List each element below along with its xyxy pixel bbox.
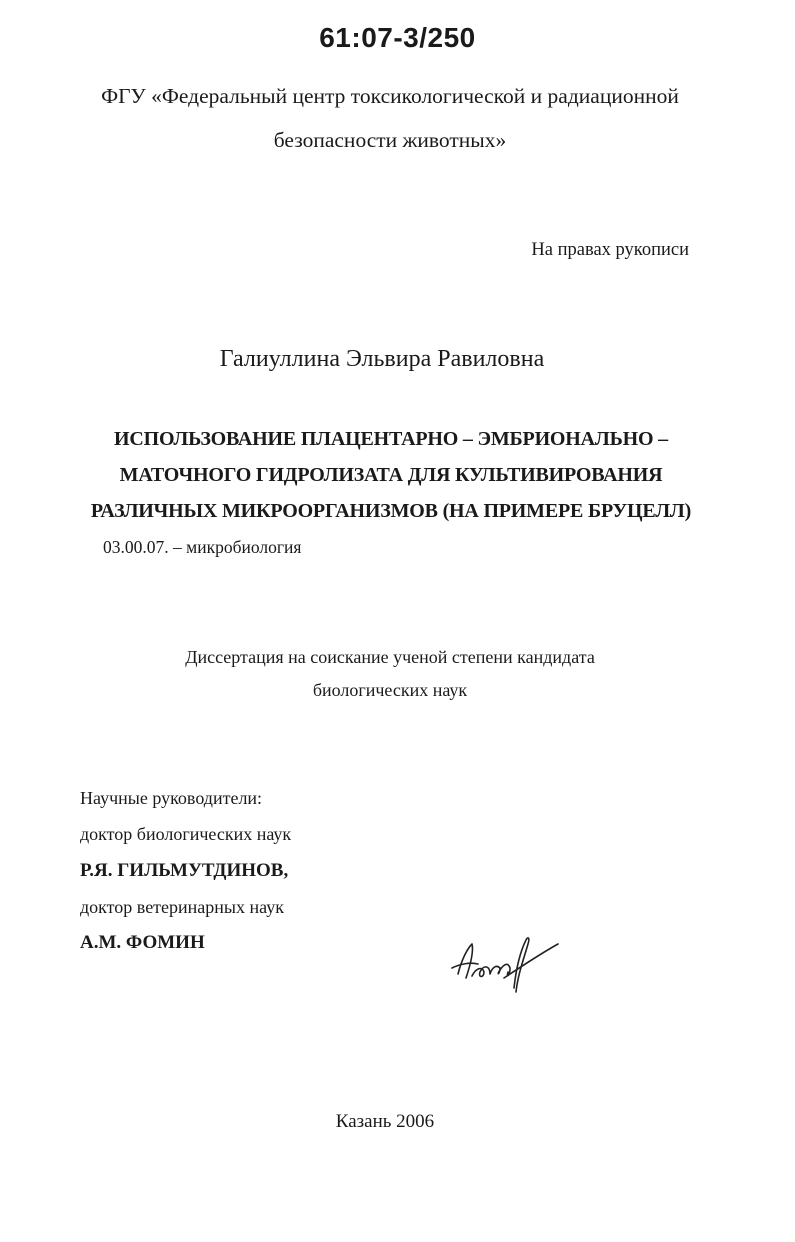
degree-line-1: Диссертация на соискание ученой степени кандидата: [185, 647, 595, 667]
supervisors-heading: Научные руководители:: [80, 788, 263, 808]
institution-line-2: безопасности животных»: [273, 128, 507, 152]
author-name: Галиуллина Эльвира Равиловна: [219, 346, 545, 372]
title-line-3: РАЗЛИЧНЫХ МИКРООРГАНИЗМОВ (НА ПРИМЕРЕ БРУЦЕЛЛ): [90, 500, 692, 522]
supervisor-2-name: А.М. ФОМИН: [80, 932, 205, 953]
city-year: Казань 2006: [335, 1111, 435, 1132]
supervisor-2-degree: доктор ветеринарных наук: [80, 897, 284, 917]
handwritten-signature-icon: [444, 918, 564, 1000]
supervisor-1-degree: доктор биологических наук: [80, 824, 292, 844]
title-line-2: МАТОЧНОГО ГИДРОЛИЗАТА ДЛЯ КУЛЬТИВИРОВАНИЯ: [119, 464, 663, 486]
specialty-code: 03.00.07. – микробиология: [103, 537, 302, 557]
rights-note: На правах рукописи: [531, 240, 689, 260]
supervisor-1-name: Р.Я. ГИЛЬМУТДИНОВ,: [80, 860, 289, 881]
degree-line-2: биологических наук: [312, 680, 468, 700]
title-line-1: ИСПОЛЬЗОВАНИЕ ПЛАЦЕНТАРНО – ЭМБРИОНАЛЬНО –: [114, 428, 668, 450]
catalog-number: 61:07-3/250: [319, 22, 476, 53]
institution-line-1: ФГУ «Федеральный центр токсикологической и радиационной: [101, 84, 679, 108]
